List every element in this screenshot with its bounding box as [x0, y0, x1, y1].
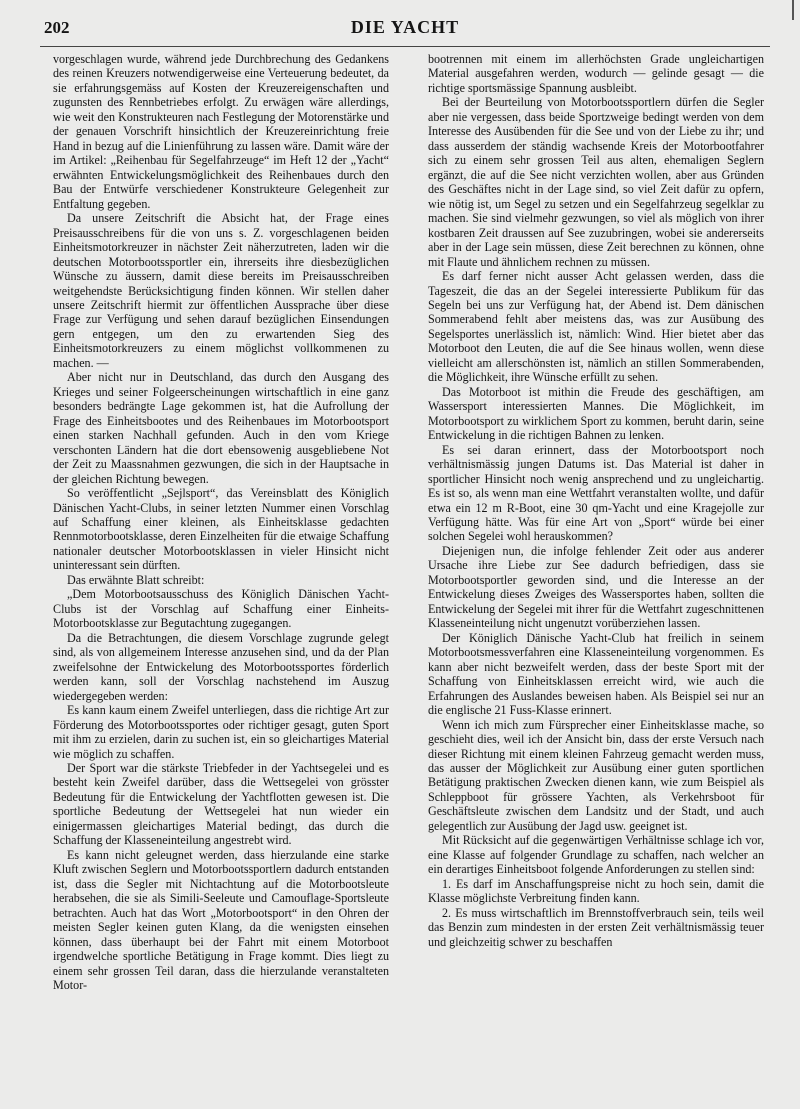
page-header [40, 14, 770, 44]
scan-edge-mark [784, 0, 794, 20]
paragraph: 1. Es darf im Anschaffungspreise nicht zu hoch sein, damit die Klasse möglichste Verbreitung finden kann. [428, 876, 764, 906]
paragraph: „Dem Motorbootsausschuss des Königlich Dänischen Yacht-Clubs ist der Vorschlag auf Schaffung einer Einheits-Motorbootsklasse zur Begutachtung zugegangen. [53, 587, 389, 631]
paragraph: Da die Betrachtungen, die diesem Vorschlage zugrunde gelegt sind, als von allgemeinem Interesse anzusehen sind, und da der Plan zweifelsohne der Entwickelung des Motorbootssportes förderlich werden kann, soll der Vorschlag nachstehend im Auszug wiedergegeben werden: [53, 630, 389, 703]
paragraph: So veröffentlicht „Sejlsport“, das Vereinsblatt des Königlich Dänischen Yacht-Clubs, in seiner letzten Nummer einen Vorschlag auf Schaffung einer kleinen, als Einheitsklasse gedachten Rennmotorbootsklasse, deren Einzelheiten für die etwaige Schaffung nationaler deutscher Motorbootsklassen in vieler Hinsicht nicht uninteressant sein dürften. [53, 486, 389, 573]
paragraph: Das Motorboot ist mithin die Freude des geschäftigen, am Wassersport interessierten Mannes. Die Möglichkeit, im Motorbootsport zu wirklichem Sport zu kommen, beruht darin, seine Entwickelung in die richtigen Bahnen zu lenken. [428, 384, 764, 443]
page-number: 202 [44, 18, 70, 37]
paragraph: Mit Rücksicht auf die gegenwärtigen Verhältnisse schlage ich vor, eine Klasse auf folgender Grundlage zu schaffen, nach welcher an ein derartiges Einheitsboot folgende Anforderungen zu stellen sind: [428, 833, 764, 877]
left-column [53, 52, 389, 992]
header-rule [40, 46, 770, 47]
paragraph: Der Königlich Dänische Yacht-Club hat freilich in seinem Motorbootsmessverfahren eine Klasseneinteilung vorgenommen. Es kann aber nicht bezweifelt werden, dass der beste Sport mit der Schaffung von Einheitsklassen erreicht wird, wie auch die Erfahrungen des Auslandes beweisen haben. Als Beispiel sei nur an die englische 21 Fuss-Klasse erinnert. [428, 630, 764, 718]
right-column [428, 52, 764, 949]
running-title: DIE YACHT [350, 17, 460, 37]
paragraph: bootrennen mit einem im allerhöchsten Grade ungleichartigen Material ausgefahren werden, wodurch — gelinde gesagt — die richtige sportsmässige Spannung ausbleibt. [428, 52, 764, 95]
paragraph: Es sei daran erinnert, dass der Motorbootsport noch verhältnismässig jungen Datums ist. Das Material ist daher in sportlicher Hinsicht noch wenig ansprechend und zu ungleichartig. Es ist so, als wenn man eine Wettfahrt veranstalten wollte, und dafür etwa ein 12 m R-Boot, eine 30 qm-Yacht und eine Kragejolle zur Verfügung hätte. Was für eine Art von „Sport“ würde bei einer solchen Segelei wohl herauskommen? [428, 442, 764, 544]
paragraph: Bei der Beurteilung von Motorbootssportlern dürfen die Segler aber nie vergessen, dass beide Sportzweige bedingt werden von dem Interesse des Ausübenden für die See und von der Liebe zu ihr; und dass ausserdem der ständig wachsende Kreis der Motorbootfahrer sich zu einem sehr grossen Teil aus alten, ehemaligen Seglern ergänzt, die auf die See nicht verzichten wollen, aber aus Gründen des Geschäftes nicht in der Lage sind, so viel Zeit dafür zu opfern, wie nötig ist, um Segel zu setzen und ein Segelfahrzeug segelklar zu machen. Sie sind vielmehr gezwungen, so viel als möglich von ihrer kostbaren Zeit draussen auf See zuzubringen, wobei sie andererseits aber in der Lage sein müssen, diese Zeit berechnen zu können, ohne mit Flaute und ähnlichem rechnen zu müssen. [428, 95, 764, 269]
paragraph: Es kann nicht geleugnet werden, dass hierzulande eine starke Kluft zwischen Seglern und Motorbootssportlern dadurch entstanden ist, dass die Segler mit Nichtachtung auf die Motorbootsleute herabsehen, die sie als Simili-Seeleute und Camouflage-Sportsleute betrachten. Auch hat das Wort „Motorbootsport“ in den Ohren der meisten Segler keinen guten Klang, da die wenigsten einsehen können, dass überhaupt bei der Fahrt mit einem Motorboot irgendwelche sportliche Betätigung in Frage kommt. Dies liegt zu einem sehr grossen Teil daran, dass die hierzulande veranstalteten Motor- [53, 847, 389, 992]
paragraph: Es kann kaum einem Zweifel unterliegen, dass die richtige Art zur Förderung des Motorbootssportes oder richtiger gesagt, guten Sport mit ihm zu erzielen, darin zu suchen ist, ein so gleichartiges Material wie möglich zu schaffen. [53, 703, 389, 761]
paragraph: vorgeschlagen wurde, während jede Durchbrechung des Gedankens des reinen Kreuzers notwendigerweise eine Verteuerung bedeutet, da sie erfahrungsgemäss auf Kosten der Kreuzereigenschaften und zugunsten des Rennbetriebes erfolgt. Zu erwägen wäre allerdings, wie weit den Konstrukteuren nach Festlegung der Motorenstärke und der genauen Vorschrift hinsichtlich der Kreuzereinrichtung freie Hand in bezug auf die Linienführung zu lassen wäre. Damit wäre der im Artikel: „Reihenbau für Segelfahrzeuge“ im Heft 12 der „Yacht“ erwähnten Entwickelungsmöglichkeit des Reihenbaues durch den Bau der Entwürfe verschiedener Konstrukteure Gelegenheit zur Entfaltung gegeben. [53, 52, 389, 211]
paragraph: Der Sport war die stärkste Triebfeder in der Yachtsegelei und es besteht kein Zweifel darüber, dass die Wettsegelei von grösster Bedeutung für die Entwickelung der Yachtflotten gewesen ist. Die sportliche Bedeutung der Wettsegelei hat nun wieder ein einigermassen gleichartiges Material bedingt, das durch die Schaffung der Klasseneinteilung angestrebt wird. [53, 760, 389, 848]
paragraph: Es darf ferner nicht ausser Acht gelassen werden, dass die Tageszeit, die das an der Segelei interessierte Publikum für das Segeln bei uns zur Verfügung hat, der Abend ist. Dem dänischen Sommerabend fehlt aber meistens das, was zur Ausübung des Segelsportes unerlässlich ist, nämlich: Wind. Hier bietet aber das Motorboot den Leuten, die auf die See hinaus wollen, wenn diese vielleicht am allerschönsten ist, nämlich an stillen Sommerabenden, die Möglichkeit, ihre Wünsche erfüllt zu sehen. [428, 269, 764, 385]
paragraph: 2. Es muss wirtschaftlich im Brennstoffverbrauch sein, teils weil das Benzin zum mindesten in der ersten Zeit verhältnismässig teuer und gleichzeitig schwer zu beschaffen [428, 905, 764, 949]
paragraph: Wenn ich mich zum Fürsprecher einer Einheitsklasse mache, so geschieht dies, weil ich der Ansicht bin, dass der erste Versuch nach dieser Richtung mit einem kleinen Fahrzeug gemacht werden muss, das ausser der Möglichkeit zur Ausübung einer guten sportlichen Betätigung praktischen Zwecken dienen kann, wie zum Beispiel als Schleppboot für grössere Yachten, als Verkehrsboot für Geschäftsleute zwischen dem Landsitz und der Stadt, und auch gelegentlich zur Ausübung der Jagd usw. geeignet ist. [428, 717, 764, 833]
paragraph: Da unsere Zeitschrift die Absicht hat, der Frage eines Preisausschreibens für die von uns s. Z. vorgeschlagenen beiden Einheitsmotorkreuzer in nächster Zeit näherzutreten, laden wir die deutschen Motorbootssportler ein, ihrerseits ihre diesbezüglichen Wünsche zu äussern, damit diese bereits im Preisausschreiben weitgehendste Berücksichtigung finden können. Wir stellen daher unsere Zeitschrift hiermit zur öffentlichen Aussprache über diese Frage zur Verfügung und sehen darauf bezüglichen Einsendungen gern entgegen, um den zu erwartenden Sieg des Einheitsmotorkreuzers zu einem möglichst vollkommenen zu machen. — [53, 211, 389, 370]
paragraph: Diejenigen nun, die infolge fehlender Zeit oder aus anderer Ursache ihre Liebe zur See dadurch befriedigen, dass sie Motorbootsportler geworden sind, und die Interesse an der Entwickelung dieses Zweiges des Wassersportes haben, sollten die Entwickelung der Segelei mit ihrer für die Wettfahrt zugeschnittenen Klasseneinteilung nicht ungenutzt vorüberziehen lassen. [428, 543, 764, 631]
paragraph: Das erwähnte Blatt schreibt: [67, 572, 205, 587]
paragraph: Aber nicht nur in Deutschland, das durch den Ausgang des Krieges und seiner Folgeerscheinungen wirtschaftlich in eine ganz besonders bedrängte Lage gekommen ist, hat die Aufrollung der Frage des Einheitsbootes und des Reihenbaues im Motorbootsport einen starken Nachhall gefunden. Auch in den vom Kriege verschonten Ländern hat die dort ebensowenig ausgebliebene Not der Zeit zu Maassnahmen gezwungen, die sich in der Hauptsache in der gleichen Richtung bewegen. [53, 370, 389, 486]
